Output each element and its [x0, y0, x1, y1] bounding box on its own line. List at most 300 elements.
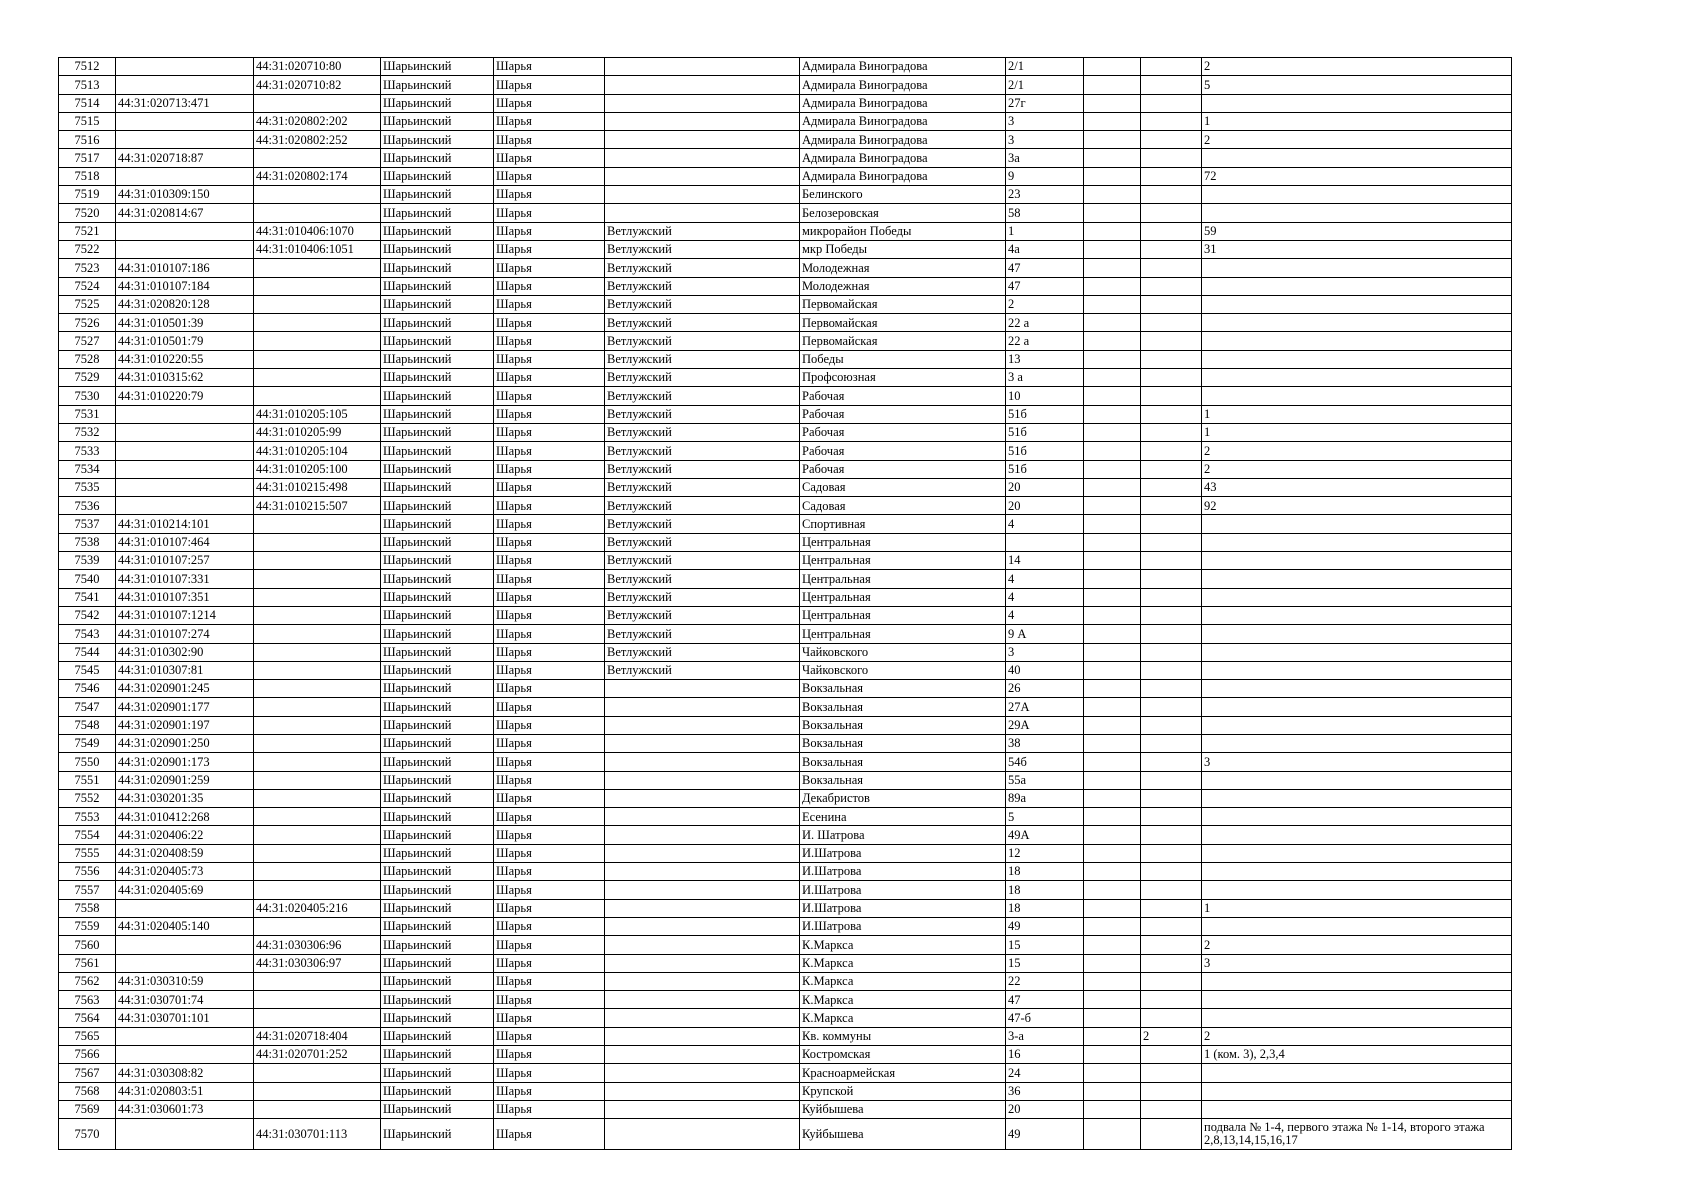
premises-cadastral-number-cell [254, 991, 381, 1009]
land-cadastral-number-cell: 44:31:010107:186 [116, 259, 254, 277]
building-cell [1084, 277, 1141, 295]
table-row [59, 533, 1512, 551]
land-cadastral-number-cell: 44:31:010501:39 [116, 314, 254, 332]
district-cell: Шарьинский [381, 350, 494, 368]
building-cell [1084, 442, 1141, 460]
land-cadastral-number-cell [116, 936, 254, 954]
row-number-cell: 7536 [59, 497, 116, 515]
apartment-cell [1141, 698, 1202, 716]
room-cell: 2 [1202, 131, 1512, 149]
city-cell: Шарья [494, 167, 605, 185]
premises-cadastral-number-cell [254, 295, 381, 313]
room-cell [1202, 606, 1512, 624]
table-row [59, 552, 1512, 570]
building-cell [1084, 204, 1141, 222]
room-cell: 2 [1202, 1027, 1512, 1045]
microdistrict-cell: Ветлужский [605, 625, 800, 643]
city-cell: Шарья [494, 698, 605, 716]
district-cell: Шарьинский [381, 1082, 494, 1100]
microdistrict-cell: Ветлужский [605, 369, 800, 387]
land-cadastral-number-cell [116, 76, 254, 94]
city-cell: Шарья [494, 936, 605, 954]
city-cell: Шарья [494, 1009, 605, 1027]
house-number-cell: 9 [1006, 167, 1084, 185]
row-number-cell: 7543 [59, 625, 116, 643]
premises-cadastral-number-cell [254, 917, 381, 935]
district-cell: Шарьинский [381, 497, 494, 515]
microdistrict-cell [605, 1064, 800, 1082]
table-row [59, 570, 1512, 588]
house-number-cell: 51б [1006, 460, 1084, 478]
room-cell: 3 [1202, 753, 1512, 771]
row-number-cell: 7520 [59, 204, 116, 222]
apartment-cell [1141, 369, 1202, 387]
building-cell [1084, 643, 1141, 661]
street-cell: Центральная [800, 533, 1006, 551]
land-cadastral-number-cell: 44:31:010107:274 [116, 625, 254, 643]
table-row [59, 314, 1512, 332]
apartment-cell [1141, 58, 1202, 76]
land-cadastral-number-cell: 44:31:030310:59 [116, 972, 254, 990]
city-cell: Шарья [494, 204, 605, 222]
row-number-cell: 7555 [59, 844, 116, 862]
house-number-cell: 4 [1006, 515, 1084, 533]
city-cell: Шарья [494, 332, 605, 350]
building-cell [1084, 149, 1141, 167]
room-cell [1202, 1100, 1512, 1118]
row-number-cell: 7522 [59, 240, 116, 258]
city-cell: Шарья [494, 1119, 605, 1150]
district-cell: Шарьинский [381, 94, 494, 112]
table-row [59, 1119, 1512, 1150]
premises-cadastral-number-cell: 44:31:020802:202 [254, 112, 381, 130]
land-cadastral-number-cell: 44:31:010214:101 [116, 515, 254, 533]
table-row [59, 1009, 1512, 1027]
premises-cadastral-number-cell [254, 680, 381, 698]
street-cell: К.Маркса [800, 1009, 1006, 1027]
house-number-cell: 3 а [1006, 369, 1084, 387]
table-row [59, 1027, 1512, 1045]
street-cell: Рабочая [800, 442, 1006, 460]
building-cell [1084, 259, 1141, 277]
house-number-cell: 55а [1006, 771, 1084, 789]
street-cell: К.Маркса [800, 954, 1006, 972]
microdistrict-cell [605, 698, 800, 716]
street-cell: Куйбышева [800, 1119, 1006, 1150]
district-cell: Шарьинский [381, 661, 494, 679]
microdistrict-cell [605, 917, 800, 935]
city-cell: Шарья [494, 497, 605, 515]
land-cadastral-number-cell: 44:31:010315:62 [116, 369, 254, 387]
building-cell [1084, 186, 1141, 204]
room-cell: 31 [1202, 240, 1512, 258]
microdistrict-cell [605, 899, 800, 917]
land-cadastral-number-cell [116, 112, 254, 130]
microdistrict-cell: Ветлужский [605, 478, 800, 496]
land-cadastral-number-cell: 44:31:010107:184 [116, 277, 254, 295]
row-number-cell: 7566 [59, 1046, 116, 1064]
row-number-cell: 7533 [59, 442, 116, 460]
row-number-cell: 7542 [59, 606, 116, 624]
row-number-cell: 7562 [59, 972, 116, 990]
street-cell: Декабристов [800, 789, 1006, 807]
building-cell [1084, 680, 1141, 698]
row-number-cell: 7560 [59, 936, 116, 954]
house-number-cell: 20 [1006, 497, 1084, 515]
street-cell: Победы [800, 350, 1006, 368]
microdistrict-cell: Ветлужский [605, 332, 800, 350]
land-cadastral-number-cell: 44:31:030701:101 [116, 1009, 254, 1027]
street-cell: И.Шатрова [800, 899, 1006, 917]
room-cell [1202, 1009, 1512, 1027]
registry-rows [59, 58, 1512, 1150]
room-cell: 59 [1202, 222, 1512, 240]
microdistrict-cell: Ветлужский [605, 423, 800, 441]
district-cell: Шарьинский [381, 771, 494, 789]
premises-cadastral-number-cell [254, 94, 381, 112]
building-cell [1084, 460, 1141, 478]
apartment-cell [1141, 625, 1202, 643]
room-cell [1202, 277, 1512, 295]
premises-cadastral-number-cell: 44:31:020701:252 [254, 1046, 381, 1064]
row-number-cell: 7556 [59, 863, 116, 881]
land-cadastral-number-cell [116, 405, 254, 423]
land-cadastral-number-cell: 44:31:020901:173 [116, 753, 254, 771]
house-number-cell: 47 [1006, 259, 1084, 277]
district-cell: Шарьинский [381, 917, 494, 935]
land-cadastral-number-cell: 44:31:010412:268 [116, 808, 254, 826]
row-number-cell: 7519 [59, 186, 116, 204]
land-cadastral-number-cell [116, 478, 254, 496]
city-cell: Шарья [494, 1100, 605, 1118]
premises-cadastral-number-cell [254, 259, 381, 277]
apartment-cell [1141, 680, 1202, 698]
city-cell: Шарья [494, 240, 605, 258]
room-cell [1202, 734, 1512, 752]
table-row [59, 680, 1512, 698]
apartment-cell [1141, 94, 1202, 112]
building-cell [1084, 552, 1141, 570]
microdistrict-cell: Ветлужский [605, 661, 800, 679]
district-cell: Шарьинский [381, 533, 494, 551]
city-cell: Шарья [494, 881, 605, 899]
building-cell [1084, 167, 1141, 185]
city-cell: Шарья [494, 954, 605, 972]
room-cell [1202, 881, 1512, 899]
microdistrict-cell: Ветлужский [605, 259, 800, 277]
microdistrict-cell [605, 112, 800, 130]
district-cell: Шарьинский [381, 405, 494, 423]
district-cell: Шарьинский [381, 716, 494, 734]
street-cell: Вокзальная [800, 734, 1006, 752]
land-cadastral-number-cell: 44:31:020901:177 [116, 698, 254, 716]
district-cell: Шарьинский [381, 1064, 494, 1082]
house-number-cell: 13 [1006, 350, 1084, 368]
street-cell: И.Шатрова [800, 917, 1006, 935]
table-row [59, 954, 1512, 972]
building-cell [1084, 1064, 1141, 1082]
microdistrict-cell: Ветлужский [605, 222, 800, 240]
district-cell: Шарьинский [381, 295, 494, 313]
house-number-cell: 58 [1006, 204, 1084, 222]
room-cell: 1 [1202, 405, 1512, 423]
apartment-cell [1141, 515, 1202, 533]
row-number-cell: 7568 [59, 1082, 116, 1100]
land-cadastral-number-cell [116, 222, 254, 240]
microdistrict-cell [605, 863, 800, 881]
premises-cadastral-number-cell: 44:31:020710:82 [254, 76, 381, 94]
row-number-cell: 7514 [59, 94, 116, 112]
microdistrict-cell [605, 808, 800, 826]
microdistrict-cell: Ветлужский [605, 643, 800, 661]
microdistrict-cell: Ветлужский [605, 442, 800, 460]
row-number-cell: 7530 [59, 387, 116, 405]
house-number-cell: 1 [1006, 222, 1084, 240]
premises-cadastral-number-cell [254, 332, 381, 350]
table-row [59, 936, 1512, 954]
city-cell: Шарья [494, 112, 605, 130]
city-cell: Шарья [494, 643, 605, 661]
room-cell [1202, 149, 1512, 167]
apartment-cell [1141, 167, 1202, 185]
land-cadastral-number-cell: 44:31:010107:1214 [116, 606, 254, 624]
district-cell: Шарьинский [381, 442, 494, 460]
city-cell: Шарья [494, 442, 605, 460]
room-cell [1202, 533, 1512, 551]
microdistrict-cell [605, 1082, 800, 1100]
microdistrict-cell: Ветлужский [605, 314, 800, 332]
house-number-cell: 47 [1006, 991, 1084, 1009]
apartment-cell [1141, 131, 1202, 149]
building-cell [1084, 1046, 1141, 1064]
building-cell [1084, 771, 1141, 789]
apartment-cell [1141, 753, 1202, 771]
district-cell: Шарьинский [381, 167, 494, 185]
building-cell [1084, 515, 1141, 533]
house-number-cell: 2 [1006, 295, 1084, 313]
street-cell: И. Шатрова [800, 826, 1006, 844]
microdistrict-cell: Ветлужский [605, 497, 800, 515]
building-cell [1084, 58, 1141, 76]
house-number-cell: 4 [1006, 588, 1084, 606]
district-cell: Шарьинский [381, 954, 494, 972]
house-number-cell: 54б [1006, 753, 1084, 771]
building-cell [1084, 991, 1141, 1009]
room-cell: 2 [1202, 460, 1512, 478]
land-cadastral-number-cell [116, 460, 254, 478]
street-cell: Адмирала Виноградова [800, 131, 1006, 149]
table-row [59, 844, 1512, 862]
table-row [59, 149, 1512, 167]
row-number-cell: 7540 [59, 570, 116, 588]
street-cell: Центральная [800, 588, 1006, 606]
district-cell: Шарьинский [381, 936, 494, 954]
house-number-cell: 4 [1006, 606, 1084, 624]
apartment-cell [1141, 716, 1202, 734]
building-cell [1084, 387, 1141, 405]
apartment-cell [1141, 76, 1202, 94]
table-row [59, 423, 1512, 441]
street-cell: Есенина [800, 808, 1006, 826]
row-number-cell: 7545 [59, 661, 116, 679]
house-number-cell: 12 [1006, 844, 1084, 862]
table-row [59, 1082, 1512, 1100]
street-cell: Первомайская [800, 332, 1006, 350]
district-cell: Шарьинский [381, 972, 494, 990]
house-number-cell: 3 [1006, 643, 1084, 661]
land-cadastral-number-cell: 44:31:020718:87 [116, 149, 254, 167]
district-cell: Шарьинский [381, 131, 494, 149]
microdistrict-cell [605, 991, 800, 1009]
table-row [59, 167, 1512, 185]
microdistrict-cell: Ветлужский [605, 515, 800, 533]
street-cell: Белинского [800, 186, 1006, 204]
premises-cadastral-number-cell [254, 552, 381, 570]
city-cell: Шарья [494, 369, 605, 387]
premises-cadastral-number-cell: 44:31:010205:100 [254, 460, 381, 478]
street-cell: Садовая [800, 497, 1006, 515]
land-cadastral-number-cell: 44:31:010302:90 [116, 643, 254, 661]
premises-cadastral-number-cell [254, 1100, 381, 1118]
house-number-cell: 24 [1006, 1064, 1084, 1082]
table-row [59, 295, 1512, 313]
microdistrict-cell [605, 972, 800, 990]
street-cell: Садовая [800, 478, 1006, 496]
building-cell [1084, 826, 1141, 844]
table-row [59, 991, 1512, 1009]
microdistrict-cell: Ветлужский [605, 606, 800, 624]
table-row [59, 277, 1512, 295]
room-cell: 2 [1202, 58, 1512, 76]
house-number-cell: 51б [1006, 405, 1084, 423]
room-cell: 3 [1202, 954, 1512, 972]
room-cell [1202, 94, 1512, 112]
premises-cadastral-number-cell [254, 277, 381, 295]
microdistrict-cell: Ветлужский [605, 350, 800, 368]
house-number-cell: 49 [1006, 1119, 1084, 1150]
building-cell [1084, 588, 1141, 606]
building-cell [1084, 789, 1141, 807]
house-number-cell: 49 [1006, 917, 1084, 935]
building-cell [1084, 423, 1141, 441]
street-cell: Вокзальная [800, 716, 1006, 734]
district-cell: Шарьинский [381, 259, 494, 277]
land-cadastral-number-cell [116, 131, 254, 149]
room-cell: 43 [1202, 478, 1512, 496]
room-cell [1202, 698, 1512, 716]
room-cell [1202, 369, 1512, 387]
building-cell [1084, 808, 1141, 826]
land-cadastral-number-cell: 44:31:020406:22 [116, 826, 254, 844]
room-cell [1202, 186, 1512, 204]
street-cell: Рабочая [800, 423, 1006, 441]
house-number-cell: 22 [1006, 972, 1084, 990]
microdistrict-cell [605, 1027, 800, 1045]
table-row [59, 826, 1512, 844]
city-cell: Шарья [494, 734, 605, 752]
premises-cadastral-number-cell: 44:31:030306:96 [254, 936, 381, 954]
building-cell [1084, 1100, 1141, 1118]
district-cell: Шарьинский [381, 369, 494, 387]
room-cell [1202, 863, 1512, 881]
microdistrict-cell: Ветлужский [605, 570, 800, 588]
house-number-cell: 10 [1006, 387, 1084, 405]
street-cell: Белозеровская [800, 204, 1006, 222]
room-cell: 5 [1202, 76, 1512, 94]
district-cell: Шарьинский [381, 753, 494, 771]
house-number-cell: 4 [1006, 570, 1084, 588]
house-number-cell: 27А [1006, 698, 1084, 716]
table-row [59, 332, 1512, 350]
premises-cadastral-number-cell [254, 972, 381, 990]
table-row [59, 1100, 1512, 1118]
building-cell [1084, 1027, 1141, 1045]
table-row [59, 808, 1512, 826]
premises-cadastral-number-cell [254, 826, 381, 844]
city-cell: Шарья [494, 972, 605, 990]
building-cell [1084, 131, 1141, 149]
table-row [59, 405, 1512, 423]
row-number-cell: 7539 [59, 552, 116, 570]
house-number-cell: 9 А [1006, 625, 1084, 643]
district-cell: Шарьинский [381, 863, 494, 881]
room-cell: подвала № 1-4, первого этажа № 1-14, второго этажа 2,8,13,14,15,16,17 [1202, 1119, 1512, 1150]
microdistrict-cell: Ветлужский [605, 460, 800, 478]
microdistrict-cell [605, 131, 800, 149]
district-cell: Шарьинский [381, 844, 494, 862]
premises-cadastral-number-cell: 44:31:020710:80 [254, 58, 381, 76]
row-number-cell: 7534 [59, 460, 116, 478]
premises-cadastral-number-cell: 44:31:010215:507 [254, 497, 381, 515]
land-cadastral-number-cell [116, 167, 254, 185]
apartment-cell [1141, 1119, 1202, 1150]
street-cell: Вокзальная [800, 698, 1006, 716]
house-number-cell: 3а [1006, 149, 1084, 167]
building-cell [1084, 753, 1141, 771]
microdistrict-cell [605, 1100, 800, 1118]
house-number-cell: 22 а [1006, 314, 1084, 332]
street-cell: микрорайон Победы [800, 222, 1006, 240]
row-number-cell: 7521 [59, 222, 116, 240]
city-cell: Шарья [494, 1082, 605, 1100]
district-cell: Шарьинский [381, 570, 494, 588]
city-cell: Шарья [494, 186, 605, 204]
room-cell: 2 [1202, 936, 1512, 954]
row-number-cell: 7547 [59, 698, 116, 716]
table-row [59, 112, 1512, 130]
house-number-cell: 16 [1006, 1046, 1084, 1064]
premises-cadastral-number-cell [254, 588, 381, 606]
city-cell: Шарья [494, 149, 605, 167]
land-cadastral-number-cell: 44:31:020405:140 [116, 917, 254, 935]
building-cell [1084, 1009, 1141, 1027]
apartment-cell [1141, 734, 1202, 752]
building-cell [1084, 369, 1141, 387]
microdistrict-cell [605, 680, 800, 698]
table-row [59, 588, 1512, 606]
apartment-cell [1141, 826, 1202, 844]
row-number-cell: 7567 [59, 1064, 116, 1082]
premises-cadastral-number-cell: 44:31:030306:97 [254, 954, 381, 972]
building-cell [1084, 734, 1141, 752]
apartment-cell [1141, 405, 1202, 423]
apartment-cell [1141, 808, 1202, 826]
house-number-cell: 49А [1006, 826, 1084, 844]
city-cell: Шарья [494, 661, 605, 679]
building-cell [1084, 1082, 1141, 1100]
apartment-cell [1141, 1064, 1202, 1082]
city-cell: Шарья [494, 533, 605, 551]
